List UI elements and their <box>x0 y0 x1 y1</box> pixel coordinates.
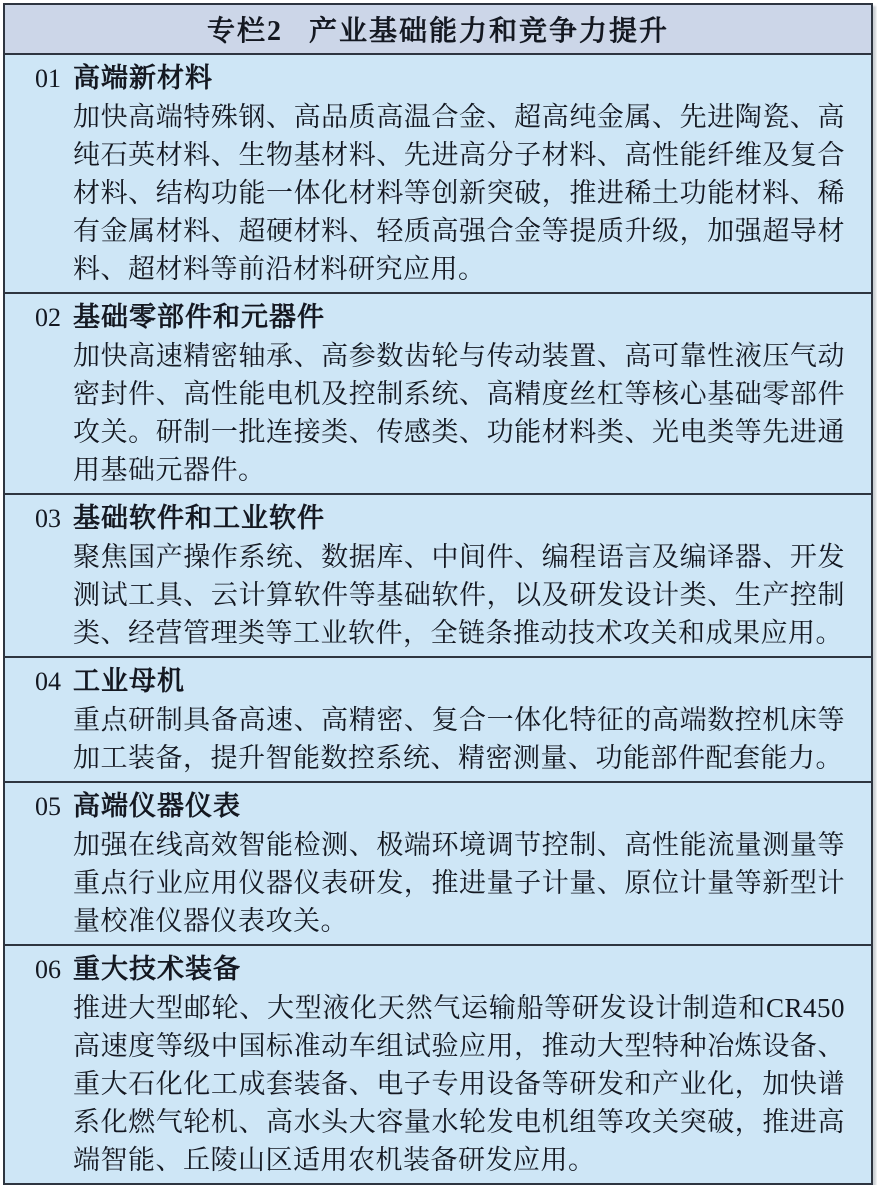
section-row <box>5 294 871 495</box>
section-title: 基础零部件和元器件 <box>73 302 325 332</box>
section-row <box>5 658 871 783</box>
section-number: 06 <box>35 955 61 984</box>
box-header <box>5 5 871 55</box>
section-body: 聚焦国产操作系统、数据库、中间件、编程语言及编译器、开发测试工具、云计算软件等基础软件，以及研发设计类、生产控制类、经营管理类等工业软件，全链条推动技术攻关和成果应用。 <box>73 542 845 648</box>
section-heading <box>5 787 845 826</box>
section-body: 加快高端特殊钢、高品质高温合金、超高纯金属、先进陶瓷、高纯石英材料、生物基材料、先进高分子材料、高性能纤维及复合材料、结构功能一体化材料等创新突破，推进稀土功能材料、稀有金属材料、超硬材料、轻质高强合金等提质升级，加强超导材料、超材料等前沿材料研究应用。 <box>73 102 845 284</box>
section-body: 推进大型邮轮、大型液化天然气运输船等研发设计制造和CR450高速度等级中国标准动车组试验应用，推动大型特种冶炼设备、重大石化化工成套装备、电子专用设备等研发和产业化，加快谱系化燃气轮机、高水头大容量水轮发电机组等攻关突破，推进高端智能、丘陵山区适用农机装备研发应用。 <box>73 993 845 1175</box>
section-heading <box>5 499 845 538</box>
box-title-prefix: 专栏2 <box>206 16 283 47</box>
section-row <box>5 495 871 658</box>
section-heading <box>5 298 845 337</box>
section-heading <box>5 59 845 98</box>
box-title: 产业基础能力和竞争力提升 <box>309 16 670 47</box>
section-title: 高端仪器仪表 <box>73 791 241 821</box>
section-number: 01 <box>35 64 61 93</box>
sections-list <box>5 55 871 1183</box>
section-row <box>5 946 871 1183</box>
section-row <box>5 55 871 294</box>
section-number: 04 <box>35 667 61 696</box>
section-row <box>5 783 871 946</box>
section-title: 工业母机 <box>73 666 185 696</box>
section-title: 高端新材料 <box>73 63 213 93</box>
section-body: 加强在线高效智能检测、极端环境调节控制、高性能流量测量等重点行业应用仪器仪表研发，推进量子计量、原位计量等新型计量校准仪器仪表攻关。 <box>73 830 845 936</box>
section-body: 加快高速精密轴承、高参数齿轮与传动装置、高可靠性液压气动密封件、高性能电机及控制系统、高精度丝杠等核心基础零部件攻关。研制一批连接类、传感类、功能材料类、光电类等先进通用基础元器件。 <box>73 341 845 485</box>
section-title: 重大技术装备 <box>73 954 241 984</box>
section-heading <box>5 662 845 701</box>
policy-box <box>3 3 873 1185</box>
section-body: 重点研制具备高速、高精密、复合一体化特征的高端数控机床等加工装备，提升智能数控系统、精密测量、功能部件配套能力。 <box>73 705 845 773</box>
section-number: 05 <box>35 792 61 821</box>
section-title: 基础软件和工业软件 <box>73 503 325 533</box>
section-number: 03 <box>35 504 61 533</box>
section-heading <box>5 950 845 989</box>
section-number: 02 <box>35 303 61 332</box>
